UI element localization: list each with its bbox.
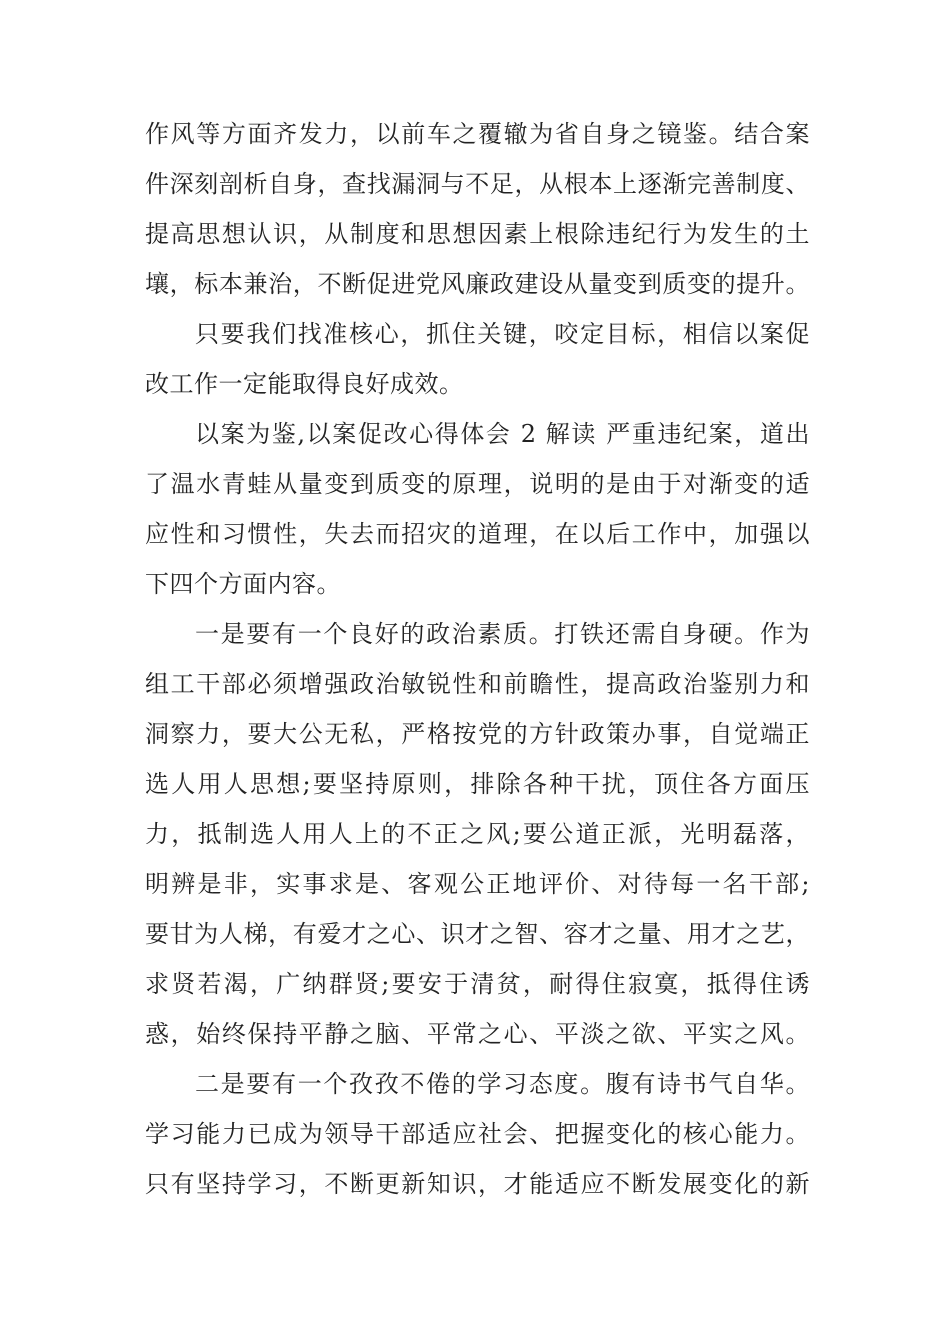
text-line: 求贤若渴，广纳群贤;要安于清贫，耐得住寂寞，抵得住诱 [145, 970, 810, 998]
text-line: 惑，始终保持平静之脑、平常之心、平淡之欲、平实之风。 [145, 1020, 810, 1048]
text-line: 明辨是非，实事求是、客观公正地评价、对待每一名干部; [145, 870, 810, 898]
text-line: 件深刻剖析自身，查找漏洞与不足，从根本上逐渐完善制度、 [145, 170, 810, 198]
text-line: 壤，标本兼治，不断促进党风廉政建设从量变到质变的提升。 [145, 270, 810, 298]
text-line: 组工干部必须增强政治敏锐性和前瞻性，提高政治鉴别力和 [145, 670, 810, 698]
paragraph-5 [145, 1059, 810, 1209]
text-line: 了温水青蛙从量变到质变的原理，说明的是由于对渐变的适 [145, 470, 810, 498]
text-line: 一是要有一个良好的政治素质。打铁还需自身硬。作为 [195, 620, 810, 648]
text-line: 学习能力已成为领导干部适应社会、把握变化的核心能力。 [145, 1120, 810, 1148]
text-line: 提高思想认识，从制度和思想因素上根除违纪行为发生的土 [145, 220, 810, 248]
text-line: 下四个方面内容。 [145, 570, 341, 598]
text-line: 选人用人思想;要坚持原则，排除各种干扰，顶住各方面压 [145, 770, 810, 798]
text-line: 洞察力，要大公无私，严格按党的方针政策办事，自觉端正 [145, 720, 810, 748]
paragraph-1 [145, 109, 810, 309]
text-line: 力，抵制选人用人上的不正之风;要公道正派，光明磊落， [145, 820, 810, 848]
paragraph-4 [145, 609, 810, 1059]
paragraph-3 [145, 409, 810, 609]
text-line: 只要我们找准核心，抓住关键，咬定目标，相信以案促 [195, 320, 810, 348]
text-line: 只有坚持学习，不断更新知识，才能适应不断发展变化的新 [145, 1170, 810, 1198]
document-body [145, 109, 810, 1209]
text-line: 要甘为人梯，有爱才之心、识才之智、容才之量、用才之艺， [145, 920, 810, 948]
text-line: 以案为鉴,以案促改心得体会 2 解读 严重违纪案，道出 [195, 420, 810, 448]
text-line: 改工作一定能取得良好成效。 [145, 370, 464, 398]
text-line: 应性和习惯性，失去而招灾的道理，在以后工作中，加强以 [145, 520, 810, 548]
paragraph-2 [145, 309, 810, 409]
text-line: 二是要有一个孜孜不倦的学习态度。腹有诗书气自华。 [195, 1070, 810, 1098]
text-line: 作风等方面齐发力，以前车之覆辙为省自身之镜鉴。结合案 [145, 120, 810, 148]
